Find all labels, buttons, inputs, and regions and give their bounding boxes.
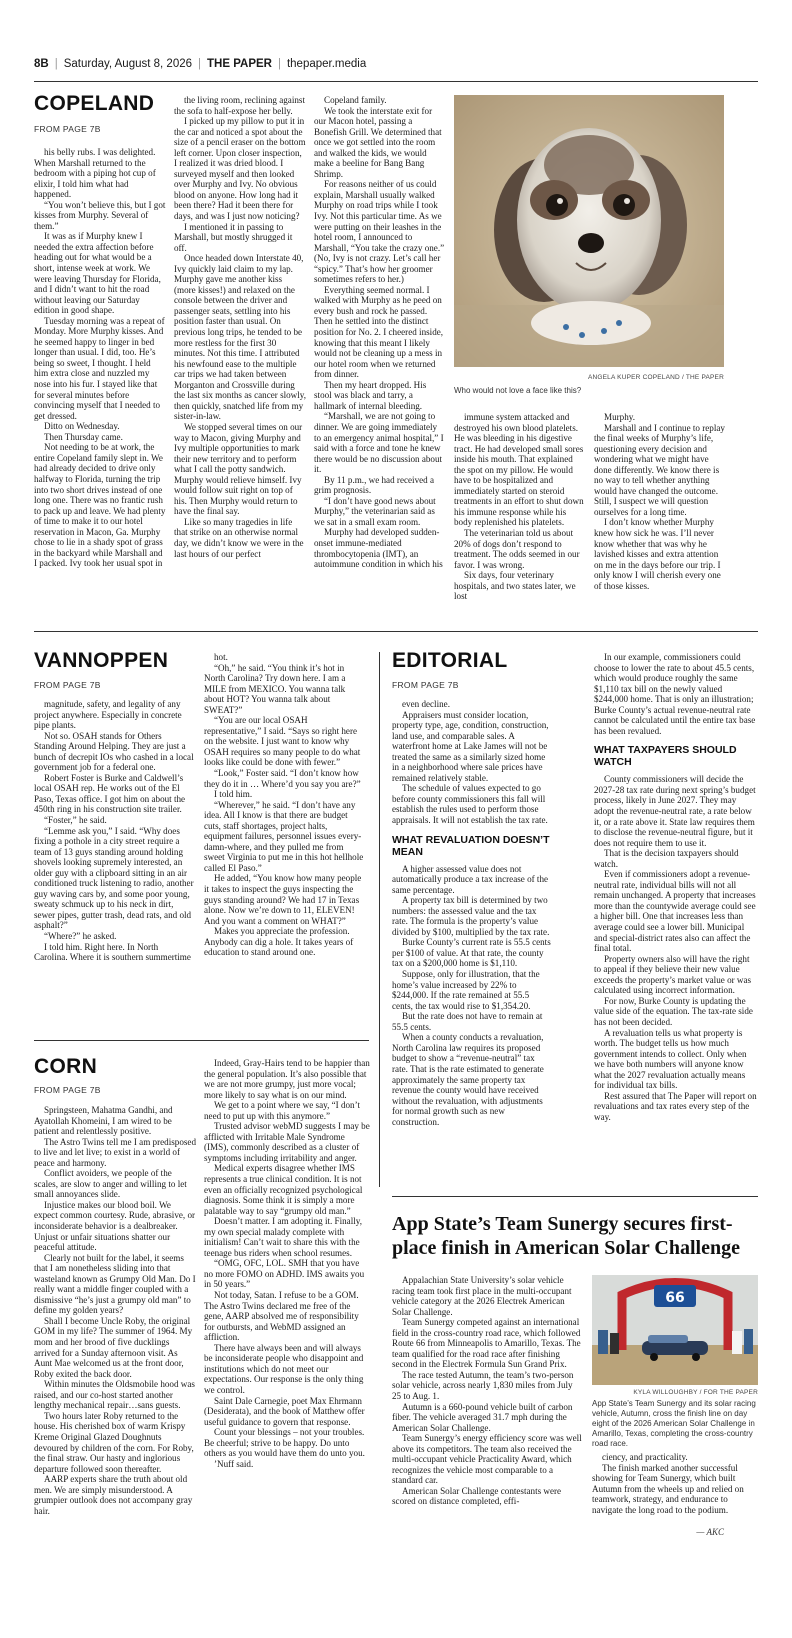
copeland-kicker: COPELAND	[34, 92, 155, 115]
paragraph: The finish marked another successful showing for Team Sunergy, which built Autumn from the wheels up and relied on teamwork, strategy, and endurance to navigate the long road to the podium.	[592, 1462, 744, 1515]
copeland-column-4	[454, 412, 586, 610]
column-divider	[379, 652, 380, 1187]
paragraph: even decline.	[402, 699, 450, 709]
copeland-column-3	[314, 95, 446, 610]
paragraph: Clearly not built for the label, it seems that I am nonetheless sliding into that wasteland known as Grumpy Old Man. Do I really want a middle finger coupled with a dismissive “he’s just a grumpy old man” to define my golden years?	[34, 1252, 196, 1316]
paragraph: “Where?” he asked.	[44, 931, 117, 942]
solar-column-1	[392, 1275, 582, 1575]
paragraph: Tuesday morning was a repeat of Monday. More Murphy kisses. And he seemed happy to linger in bed longer than usual. I did, too. He’s being so sweet, I thought. I held him extra close and nuzzled my nose into his fur. I stayed like that for several minutes before convincing myself that I needed to get dressed.	[34, 315, 165, 421]
paragraph: Like so many tragedies in life that strike on an otherwise normal day, we didn’t know we were in the last hours of our perfect	[174, 516, 304, 559]
paragraph: ’Nuff said.	[214, 1458, 254, 1469]
paragraph: Not so. OSAH stands for Others Standing Around Helping. They are just a bunch of decrepit IOs who cashed in a local government job for a federal one.	[34, 730, 194, 773]
dog-illustration	[454, 95, 724, 367]
paragraph: “OMG, OFC, LOL. SMH that you have no more FOMO on ADHD. IMS awaits you in 50 years.”	[204, 1258, 365, 1290]
paragraph: American Solar Challenge contestants were scored on distance completed, effi-	[392, 1485, 562, 1507]
editorial-col2-b	[594, 774, 758, 1122]
vannoppen-from-page: FROM PAGE 7B	[34, 680, 101, 690]
corn-column-1	[34, 1105, 196, 1575]
paragraph: Doesn’t matter. I am adopting it. Finally, my own special malady complete with initialism! Can’t wait to share this with the teenage bus riders when school resumes.	[204, 1216, 363, 1258]
website[interactable]: thepaper.media	[286, 58, 367, 70]
paragraph: A property tax bill is determined by two numbers: the assessed value and the tax rate. The formula is the property’s value divided by $100, multiplied by the tax rate.	[392, 895, 550, 937]
paragraph: He added, “You know how many people it takes to inspect the guys inspecting the guys standing around? We had 17 in Texas alone. Now we’re down to 11, ELEVEN! And you want a comment on WHAT?”	[204, 873, 362, 926]
copeland-photo-credit: ANGELA KUPER COPELAND / THE PAPER	[587, 374, 724, 381]
paragraph: immune system attacked and destroyed his own blood platelets. He was bleeding in his digestive tract. He had developed small sores inside his mouth. That explained the spot on my pillow. He would have to be hospitalized and immediately started on steroid treatments in an effort to shut down his immune response while his body replenished his platelets.	[454, 412, 584, 528]
vannoppen-column-2	[204, 652, 366, 990]
folio-rule	[34, 81, 758, 82]
paragraph: I mentioned it in passing to Marshall, but mostly shrugged it off.	[174, 221, 293, 253]
paragraph: We took the interstate exit for our Macon hotel, passing a Bonefish Grill. We determined that once we got settled into the room and walked the kids, we would make a beeline for Bang Bang Shrimp.	[314, 105, 442, 179]
paragraph: Then Thursday came.	[44, 431, 123, 442]
paragraph: “Lemme ask you,” I said. “Why does fixing a pothole in a city street require a team of 13 guys standing around holding shovels looking supremely interested, an older guy with a clipboard sitting in an air conditioned truck listening to radio, another guy waving cars by, and some poor young, sweaty schmuck up to his neck in dirt, sewer pipes, gutter trash, dead rats, and old asphalt?”	[34, 825, 194, 931]
paragraph: I don’t know whether Murphy knew how sick he was. I’ll never know whether that was why he lavished kisses and extra attention on me in the days before our trip. I only know I will cherish every one of those kisses.	[594, 517, 721, 591]
paragraph: A higher assessed value does not automatically produce a tax increase of the same percentage.	[392, 863, 549, 895]
paragraph: Property owners also will have the right to appeal if they believe their new value exceeds the property’s market value or was calculated using incorrect information.	[594, 953, 752, 996]
editorial-col1-b	[392, 864, 552, 1128]
paragraph: Everything seemed normal. I walked with Murphy as he peed on every bush and rock he passed. Then he settled into the distinct position for No. 2. I cheered inside, knowing that this meant I likely would not be cleaning up a mess in our hotel room when we returned from dinner.	[314, 284, 444, 380]
paragraph: The schedule of values expected to go before county commissioners this fall will establish the rules used to perform those appraisals. It will not establish the tax rate.	[392, 783, 548, 826]
paragraph: AARP experts share the truth about old men. We are simply misunderstood. A grumpier outlook does not accompany gray hair.	[34, 1474, 193, 1516]
solar-race-photo	[592, 1275, 758, 1385]
corn-column-2	[204, 1058, 370, 1575]
editorial-column-1	[392, 699, 552, 1179]
paragraph: Rest assured that The Paper will report on revaluations and tax rates every step of the way.	[594, 1090, 757, 1122]
copeland-photo-caption: Who would not love a face like this?	[454, 386, 582, 395]
editorial-subhead-2: WHAT TAXPAYERS SHOULD WATCH	[594, 744, 737, 769]
paragraph: Then my heart dropped. His stool was black and tarry, a hallmark of internal bleeding.	[314, 379, 427, 411]
solar-headline: App State’s Team Sunergy secures first-place finish in American Solar Challenge	[392, 1213, 740, 1259]
copeland-column-1	[34, 147, 166, 610]
paragraph: Two hours later Roby returned to the house. His cherished box of warm Krispy Kreme Original Glazed Doughnuts devoured by children of the corn. For Roby, the final straw. Our hasty and inglorious departure followed soon thereafter.	[34, 1410, 194, 1474]
paragraph: Appalachian State University’s solar vehicle racing team took first place in the multi-occupant vehicle category at the 2026 Electrek American Solar Challenge.	[392, 1275, 572, 1317]
paragraph: We get to a point where we say, “I don’t need to put up with this anymore.”	[204, 1100, 360, 1121]
paragraph: magnitude, safety, and legality of any project anywhere. Especially in concrete pipe plants.	[34, 699, 182, 731]
paragraph: Team Sunergy competed against an international field in the cross-country road race, which followed Route 66 from Minneapolis to Amarillo, Texas. The team qualified for the road race after finishing second in the Electrek Formula Sun Grand Prix.	[392, 1317, 581, 1370]
paragraph: The veterinarian told us about 20% of dogs don’t respond to treatment. The odds seemed in our favor. I was wrong.	[454, 528, 580, 570]
paragraph: “You won’t believe this, but I got kisses from Murphy. Several of them.”	[34, 199, 166, 231]
paragraph: For now, Burke County is updating the value side of the equation. The tax-rate side has not been decided.	[594, 995, 753, 1027]
paragraph: The race tested Autumn, the team’s two-person solar vehicle, across nearly 1,830 miles from July 25 to Aug. 1.	[392, 1369, 574, 1402]
vannoppen-kicker: VANNOPPEN	[34, 649, 169, 672]
paragraph: Appraisers must consider location, property type, age, condition, construction, land use, and comparable sales. A waterfront home at Lake James will not be treated the same as a similarly sized home in a neighborhood where sale prices have remained relatively stable.	[392, 709, 549, 783]
paragraph: hot.	[214, 652, 228, 662]
paragraph: It was as if Murphy knew I needed the extra affection before heading out for what would be a short, intense week at work. We were leaving Thursday for Florida, and I didn’t want to hit the road without leaving our Saturday edition in good shape.	[34, 231, 161, 316]
paper-name: THE PAPER	[207, 58, 272, 70]
editorial-col2-a	[594, 652, 758, 736]
paragraph: I told him. Right here. In North Carolina. Where it is southern summertime	[34, 941, 191, 963]
paragraph: ciency, and practicality.	[602, 1452, 688, 1462]
paragraph: Marshall and I continue to replay the final weeks of Murphy’s life, questioning every decision and wondering what we might have done differently. We know there is no way to tell whether anything would have changed the outcome. Still, I suspect we will question ourselves for a long time.	[594, 422, 725, 517]
paragraph: Team Sunergy’s energy efficiency score was well above its competitors. The team also received the multi-occupant vehicle Practicality Award, which recognizes the vehicle most comparable to a standard car.	[392, 1433, 582, 1486]
paragraph: Murphy.	[604, 412, 635, 422]
paragraph: “Look,” Foster said. “I don’t know how they do it in … Where’d you say you are?”	[204, 768, 361, 789]
paragraph: Once headed down Interstate 40, Ivy quickly laid claim to my lap. Murphy gave me another kiss (more kisses!) and relaxed on the console between the driver and passenger seats, settling into his position faster than usual. On previous long trips, he tended to be more restless for the first 30 minutes. Not this time. I attributed his newfound ease to the multiple car trips we had taken between Morganton and Crossville during the last six months as cancer slowly, then quickly, snatched life from my sister-in-law.	[174, 253, 306, 422]
paragraph: Burke County’s current rate is 55.5 cents per $100 of value. At that rate, the county tax on a $200,000 home is $1,110.	[392, 937, 551, 969]
solar-signature: — AKC	[696, 1527, 724, 1537]
copeland-column-5	[594, 412, 726, 610]
paragraph: By 11 p.m., we had received a grim prognosis.	[314, 474, 435, 496]
paragraph: For reasons neither of us could explain, Marshall usually walked Murphy on road trips while I took Ivy. Not this particular time. As we were putting on their leashes in the hotel room, I announced to Marshall, “You take the crazy one.” (No, Ivy is not crazy. Let’s call her “spicy.” That’s how her groomer sometimes refers to her.)	[314, 179, 445, 285]
corn-kicker: CORN	[34, 1055, 98, 1078]
editorial-from-page: FROM PAGE 7B	[392, 680, 459, 690]
paragraph: When a county conducts a revaluation, North Carolina law requires its proposed budget to show a “revenue-neutral” tax rate. That is the rate estimated to generate approximately the same property tax revenue the county would have received without the revaluation, with adjustments for normal growth such as new construction.	[392, 1032, 544, 1127]
paragraph: “Foster,” he said.	[44, 815, 107, 826]
paragraph: Count your blessings – not your troubles. Be cheerful; strive to be happy. Do unto others as you would have them do unto you.	[204, 1427, 365, 1459]
vannoppen-column-1	[34, 699, 194, 990]
editorial-col1-a	[392, 699, 552, 826]
editorial-subhead-1: WHAT REVALUATION DOESN’T MEAN	[392, 833, 550, 858]
folio: 8B | Saturday, August 8, 2026 | THE PAPER | thepaper.media	[34, 58, 367, 70]
paragraph: “Marshall, we are not going to dinner. We are going immediately to an emergency animal hospital,” I said with a force and tone he knew there would be no discussion about it.	[314, 411, 444, 475]
paragraph: Even if commissioners adopt a revenue-neutral rate, individual bills will not all remain unchanged. A property that increases more than the countywide average could see a higher bill. One that increases less than average could see a lower bill. Municipal and special-district rates also can affect the final total.	[594, 869, 756, 954]
paragraph: Conflict avoiders, we people of the scales, are slow to anger and willing to let small annoyances slide.	[34, 1168, 187, 1200]
paragraph: Saint Dale Carnegie, poet Max Ehrmann (Desiderata), and the book of Matthew offer useful guidance to govern that response.	[204, 1395, 365, 1427]
paragraph: That is the decision taxpayers should watch.	[594, 848, 739, 869]
solar-photo-credit: KYLA WILLOUGHBY / FOR THE PAPER	[633, 1389, 758, 1396]
paragraph: Six days, four veterinary hospitals, and two states later, we lost	[454, 570, 576, 602]
paragraph: The Astro Twins tell me I am predisposed to live and let live; to exist in a world of peace and harmony.	[34, 1136, 196, 1168]
page-number: 8B	[34, 58, 49, 70]
paragraph: In our example, commissioners could choose to lower the rate to about 45.5 cents, which would produce roughly the same $1,110 tax bill on the newly valued $244,000 home. That is only an illustration; Burke County’s actual revenue-neutral rate cannot be calculated until the entire tax base has been revalued.	[594, 652, 756, 736]
paragraph: There have always been and will always be inconsiderate people who disappoint and institutions which do not meet our expectations. Our response is the only thing we control.	[204, 1342, 364, 1395]
copeland-column-2	[174, 95, 306, 610]
paragraph: Copeland family.	[324, 95, 387, 105]
paragraph: Ditto on Wednesday.	[44, 421, 120, 432]
paragraph: County commissioners will decide the 2027-28 tax rate during next spring’s budget process, likely in June 2027. They may adopt the revenue-neutral rate, a rate below it, or a rate above it. State law requires them to disclose the revenue-neutral figure, but it does not require them to use it.	[594, 774, 756, 848]
paragraph: the living room, reclining against the sofa to half-expose her belly.	[174, 95, 305, 116]
paragraph: Murphy had developed sudden-onset immune-mediated thrombocytopenia (IMT), an autoimmune condition in which his	[314, 527, 443, 570]
corn-from-page: FROM PAGE 7B	[34, 1085, 101, 1095]
paragraph: Robert Foster is Burke and Caldwell’s local OSAH rep. He works out of the El Paso, Texas office. I got him on about the 450th ring in his construction site trailer.	[34, 772, 186, 815]
paragraph: Autumn is a 660-pound vehicle built of carbon fiber. The vehicle averaged 31.7 mph during the American Solar Challenge.	[392, 1401, 573, 1433]
solar-photo-caption: App State’s Team Sunergy and its solar racing vehicle, Autumn, cross the finish line on day eight of the 2026 American Solar Challenge in Amarillo, Texas, completing the cross-country road race.	[592, 1399, 756, 1448]
section-rule-2	[34, 1040, 369, 1041]
solar-column-2	[592, 1452, 758, 1524]
issue-date: Saturday, August 8, 2026	[63, 58, 192, 70]
copeland-dog-photo	[454, 95, 724, 367]
paragraph: “Wherever,” he said. “I don’t have any idea. All I know is that there are budget cuts, staff shortages, project halts, equipment failures, personnel issues every-damn-where, and they pulled me from sweet Virginia to put me in this hot hellhole called El Paso.”	[204, 799, 364, 873]
paragraph: Not needing to be at work, the entire Copeland family slept in. We had already decided to drive only halfway to Florida, turning the trip into two short drives instead of one long one. There was no frantic rush to pack up and leave. We had plenty of time to make it to our hotel reservation in Macon, Ga. Murphy chose to lie in a shady spot of grass in the backyard while Marshall and I packed. Ivy took her usual spot in	[34, 442, 166, 569]
paragraph: Makes you appreciate the profession. Anybody can dig a hole. It takes years of education to stand around one.	[204, 926, 354, 958]
paragraph: Suppose, only for illustration, that the home’s value increased by 22% to $244,000. If the rate remained at 55.5 cents, the tax would rise to $1,354.20.	[392, 969, 540, 1011]
paragraph: Medical experts disagree whether IMS represents a true clinical condition. It is not even an officially recognized psychological diagnosis. Some think it is simply a more palatable way to say “grumpy old man.”	[204, 1163, 363, 1216]
paragraph: A revaluation tells us what property is worth. The budget tells us how much government intends to collect. Only when we have both numbers will anyone know what the 2027 revaluation actually means for individual tax bills.	[594, 1027, 747, 1091]
editorial-column-2	[594, 652, 758, 1179]
paragraph: Within minutes the Oldsmobile hood was raised, and our co-host started another lengthy mechanical repair…sans guests.	[34, 1379, 195, 1411]
paragraph: But the rate does not have to remain at 55.5 cents.	[392, 1011, 543, 1032]
paragraph: Trusted advisor webMD suggests I may be afflicted with Irritable Male Syndrome (IMS), commonly described as a cluster of symptoms including irritability and anger.	[204, 1121, 370, 1163]
paragraph: Injustice makes our blood boil. We expect common courtesy. Rude, abrasive, or inconsiderate behavior is a dealbreaker. Unjust or unfair situations shatter our peaceful attitude.	[34, 1199, 196, 1253]
paragraph: Not today, Satan. I refuse to be a GOM. The Astro Twins declared me free of the gene, AARP absolved me of responsibility for outbursts, and WebMD assigned an affliction.	[204, 1290, 359, 1343]
paragraph: Indeed, Gray-Hairs tend to be happier than the general population. It’s also possible that we are not more grumpy, just more vocal; more likely to say what is on our mind.	[204, 1058, 370, 1100]
paragraph: his belly rubs. I was delighted. When Marshall returned to the bedroom with a piping hot cup of elixir, I told him what had happened.	[34, 147, 156, 200]
paragraph: We stopped several times on our way to Macon, giving Murphy and Ivy multiple opportunities to mark their new territory and to perform what I call the potty sandwich. Murphy would relieve himself. Ivy would follow suit right on top of his. Then Murphy would return to have the final say.	[174, 421, 303, 517]
paragraph: “You are our local OSAH representative,” I said. “Says so right here on the website. I just want to know why OSAH requires so many people to do what looks like could be done with fewer.”	[204, 715, 361, 768]
paragraph: “Oh,” he said. “You think it’s hot in North Carolina? Try down here. I am a MILE from MEXICO. You wanna talk about HOT? You wanna talk about SWEAT?”	[204, 662, 346, 715]
copeland-from-page: FROM PAGE 7B	[34, 124, 101, 134]
route-66-banner: 66	[665, 1290, 685, 1306]
solar-car-illustration	[592, 1275, 758, 1385]
paragraph: I picked up my pillow to put it in the car and noticed a spot about the size of a pencil eraser on the bottom left corner. Upon closer inspection, I realized it was dried blood. I surveyed myself and then looked over Murphy and Ivy. No obvious blood on anyone. How long had it been there? Had it been there for days, and was I just now noticing?	[174, 116, 306, 222]
paragraph: Springsteen, Mahatma Gandhi, and Ayatollah Khomeini, I am wired to be patient and relentlessly positive.	[34, 1105, 173, 1137]
section-rule-1	[34, 631, 758, 632]
paragraph: I told him.	[214, 789, 253, 800]
paragraph: Shall I become Uncle Roby, the original GOM in my life? The summer of 1964. My mom and her brood of five ducklings arrived for a Sunday afternoon visit. As Aunt Mae welcomed us at the front door, Roby exited the back door.	[34, 1315, 193, 1379]
paragraph: “I don’t have good news about Murphy,” the veterinarian said as we sat in a small exam room.	[314, 495, 436, 527]
section-rule-3	[392, 1196, 758, 1197]
editorial-kicker: EDITORIAL	[392, 649, 508, 672]
